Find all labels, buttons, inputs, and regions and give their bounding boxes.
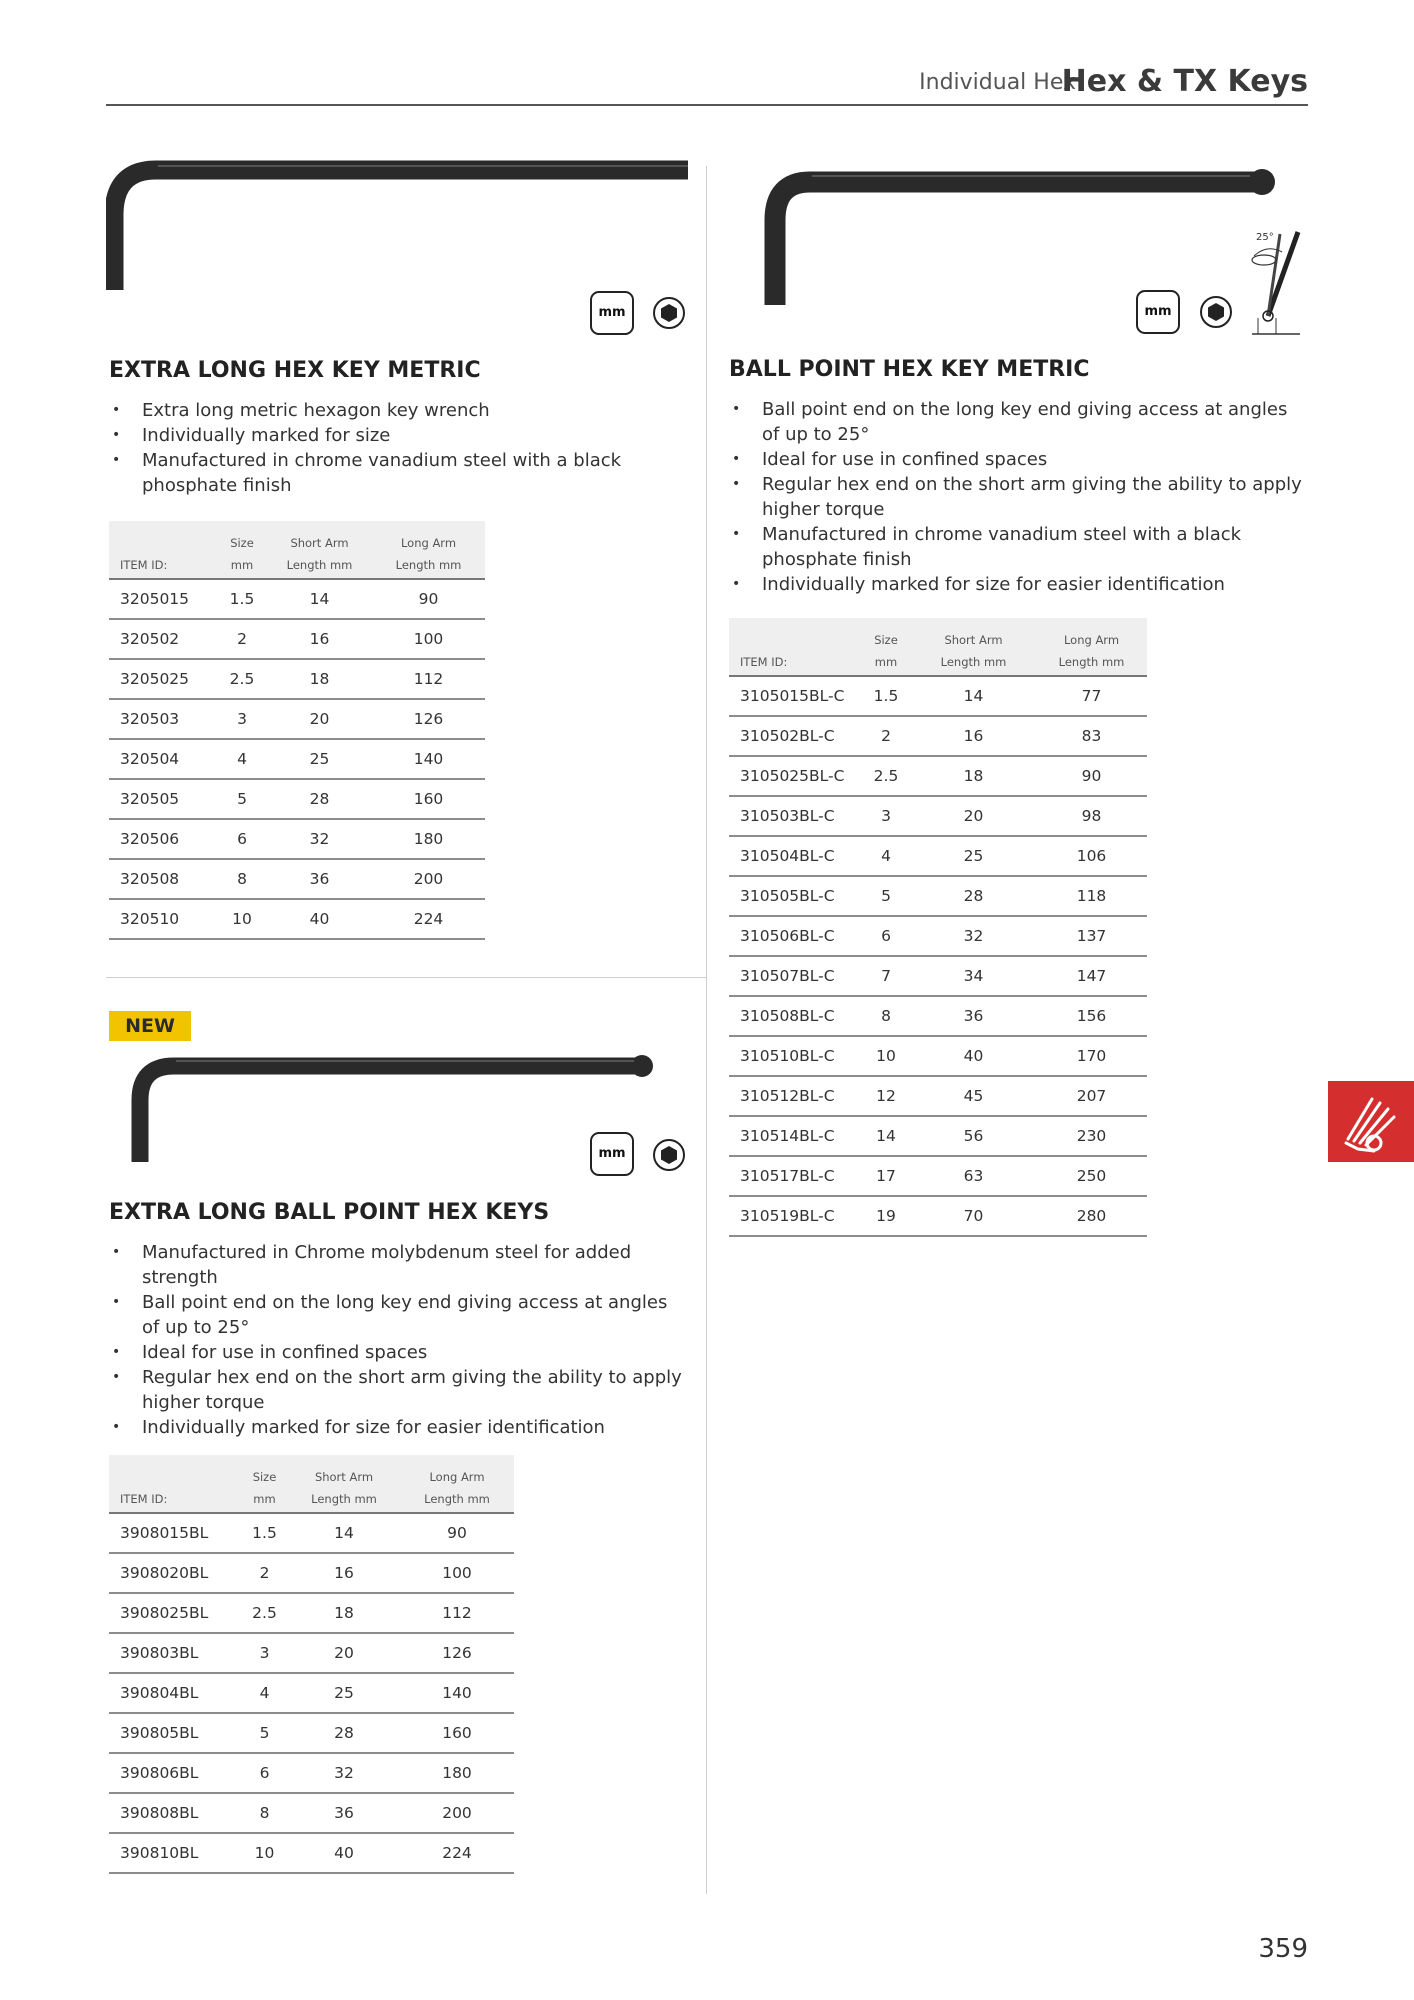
table-row: 390803BL 3 20 126 [109, 1633, 514, 1673]
col-long-arm: Long Arm Length mm [372, 521, 485, 579]
column-divider [706, 166, 707, 1894]
hex-socket-icon [652, 296, 686, 330]
table-row: 390810BL 10 40 224 [109, 1833, 514, 1873]
section-title: EXTRA LONG HEX KEY METRIC [109, 358, 481, 383]
section-title: EXTRA LONG BALL POINT HEX KEYS [109, 1200, 550, 1225]
page-header [106, 60, 1308, 106]
angle-access-diagram-icon [1242, 226, 1306, 336]
mm-unit-icon: mm [590, 291, 634, 335]
col-long-arm: Long Arm Length mm [400, 1455, 514, 1513]
feature-item: • Regular hex end on the short arm giving the ability to apply higher torque [109, 1365, 689, 1415]
table-row: 3908025BL 2.5 18 112 [109, 1593, 514, 1633]
section-title: BALL POINT HEX KEY METRIC [729, 357, 1090, 382]
table-header-row [109, 521, 485, 579]
table-row: 310507BL-C 7 34 147 [729, 956, 1147, 996]
feature-item: • Manufactured in chrome vanadium steel with a black phosphate finish [729, 522, 1309, 572]
hex-socket-icon [1199, 295, 1233, 329]
table-row: 320504 4 25 140 [109, 739, 485, 779]
hex-key-set-icon [1328, 1081, 1414, 1162]
table-row: 320505 5 28 160 [109, 779, 485, 819]
table-row: 310504BL-C 4 25 106 [729, 836, 1147, 876]
feature-list [729, 397, 1309, 597]
table-row: 310505BL-C 5 28 118 [729, 876, 1147, 916]
category-side-tab[interactable] [1328, 1081, 1414, 1162]
table-row: 310510BL-C 10 40 170 [729, 1036, 1147, 1076]
table-row: 310512BL-C 12 45 207 [729, 1076, 1147, 1116]
table-row: 320510 10 40 224 [109, 899, 485, 939]
table-row: 320508 8 36 200 [109, 859, 485, 899]
mm-unit-icon: mm [1136, 290, 1180, 334]
angle-label: 25° [1256, 232, 1274, 243]
spec-table [109, 521, 485, 940]
feature-item: • Individually marked for size for easier identification [729, 572, 1309, 597]
col-long-arm: Long Arm Length mm [1036, 618, 1147, 676]
col-short-arm: Short Arm Length mm [267, 521, 372, 579]
section-divider [106, 977, 706, 978]
table-header-row [729, 618, 1147, 676]
table-row: 3205025 2.5 18 112 [109, 659, 485, 699]
table-row: 3105015BL-C 1.5 14 77 [729, 676, 1147, 716]
feature-list [109, 1240, 689, 1440]
feature-list [109, 398, 669, 498]
table-row: 390806BL 6 32 180 [109, 1753, 514, 1793]
table-row: 3908020BL 2 16 100 [109, 1553, 514, 1593]
hex-socket-icon [652, 1138, 686, 1172]
mm-unit-icon: mm [590, 1132, 634, 1176]
feature-item: • Manufactured in Chrome molybdenum steel for added strength [109, 1240, 689, 1290]
feature-item: • Manufactured in chrome vanadium steel with a black phosphate finish [109, 448, 669, 498]
table-row: 310506BL-C 6 32 137 [729, 916, 1147, 956]
feature-item: • Ideal for use in confined spaces [729, 447, 1309, 472]
extra-long-hex-key-image [106, 160, 690, 300]
feature-item: • Ideal for use in confined spaces [109, 1340, 689, 1365]
new-badge: NEW [109, 1011, 191, 1041]
table-row: 3105025BL-C 2.5 18 90 [729, 756, 1147, 796]
feature-item: • Regular hex end on the short arm giving the ability to apply higher torque [729, 472, 1309, 522]
feature-item: • Individually marked for size [109, 423, 669, 448]
col-size: Size mm [217, 521, 267, 579]
table-row: 310502BL-C 2 16 83 [729, 716, 1147, 756]
extra-long-ball-point-key-image [126, 1050, 656, 1170]
table-row: 320503 3 20 126 [109, 699, 485, 739]
table-row: 320502 2 16 100 [109, 619, 485, 659]
table-row: 320506 6 32 180 [109, 819, 485, 859]
col-item-id: ITEM ID: [729, 618, 861, 676]
ball-point-hex-key-image [760, 160, 1280, 310]
table-row: 390808BL 8 36 200 [109, 1793, 514, 1833]
col-size: Size mm [861, 618, 911, 676]
feature-item: • Ball point end on the long key end giving access at angles of up to 25° [729, 397, 1309, 447]
col-item-id: ITEM ID: [109, 521, 217, 579]
col-size: Size mm [241, 1455, 288, 1513]
header-breadcrumb: Individual Hex [919, 70, 1076, 95]
col-short-arm: Short Arm Length mm [911, 618, 1036, 676]
table-row: 310517BL-C 17 63 250 [729, 1156, 1147, 1196]
table-row: 310514BL-C 14 56 230 [729, 1116, 1147, 1156]
spec-table [109, 1455, 514, 1874]
table-row: 310519BL-C 19 70 280 [729, 1196, 1147, 1236]
feature-item: • Individually marked for size for easier identification [109, 1415, 689, 1440]
spec-table [729, 618, 1147, 1237]
table-row: 390805BL 5 28 160 [109, 1713, 514, 1753]
col-short-arm: Short Arm Length mm [288, 1455, 400, 1513]
page-number: 359 [1258, 1934, 1308, 1964]
table-row: 390804BL 4 25 140 [109, 1673, 514, 1713]
col-item-id: ITEM ID: [109, 1455, 241, 1513]
table-row: 310503BL-C 3 20 98 [729, 796, 1147, 836]
header-title: Hex & TX Keys [1061, 64, 1308, 99]
table-header-row [109, 1455, 514, 1513]
table-row: 3205015 1.5 14 90 [109, 579, 485, 619]
feature-item: • Extra long metric hexagon key wrench [109, 398, 669, 423]
table-row: 310508BL-C 8 36 156 [729, 996, 1147, 1036]
feature-item: • Ball point end on the long key end giving access at angles of up to 25° [109, 1290, 689, 1340]
table-row: 3908015BL 1.5 14 90 [109, 1513, 514, 1553]
